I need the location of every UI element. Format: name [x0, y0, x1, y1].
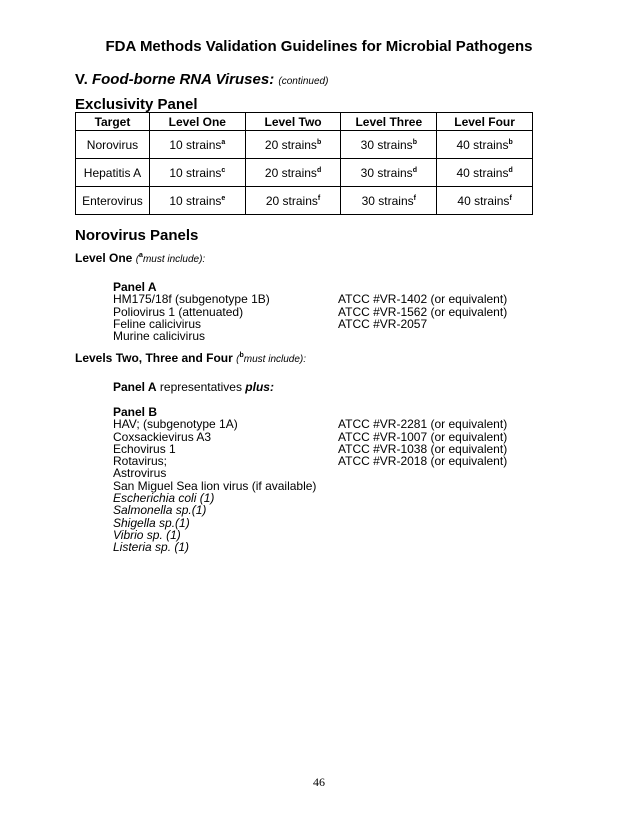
table-cell: [245, 187, 341, 215]
levels-two-three-four-heading: [75, 351, 306, 365]
table-cell: [437, 159, 533, 187]
level-one-heading: [75, 251, 205, 265]
table-cell: [341, 187, 437, 215]
table-cell: [149, 187, 245, 215]
list-item: Rotavirus; ATCC #VR-2018 (or equivalent): [113, 454, 508, 469]
table-cell-target: Hepatitis A: [76, 159, 150, 187]
footnote-marker: f: [413, 194, 416, 202]
cell-text: 30 strains: [360, 137, 413, 152]
cell-text: 10 strains: [169, 165, 222, 180]
table-cell: [341, 131, 437, 159]
cell-text: 20 strains: [265, 193, 318, 208]
column-header: Level Four: [437, 113, 533, 131]
panel-a-title: Panel A: [113, 280, 157, 294]
table-cell-target: Enterovirus: [76, 187, 150, 215]
page-number: 46: [313, 775, 325, 789]
levels-234-label: Levels Two, Three and Four: [75, 351, 233, 365]
levels-234-note: ($^b$must include):: [236, 352, 307, 365]
cell-text: 20 strains: [264, 165, 317, 180]
cell-text: 40 strains: [456, 165, 509, 180]
level-one-note: ($^a$must include):: [135, 252, 206, 265]
level-one-label: Level One: [75, 251, 133, 265]
footnote-marker: f: [317, 194, 321, 202]
column-header: Level Three: [341, 113, 437, 131]
panel-a-list: [113, 280, 508, 344]
list-item: Salmonella sp.(1): [113, 503, 207, 518]
list-item: Astrovirus: [113, 466, 167, 481]
list-item: Coxsackievirus A3 ATCC #VR-1007 (or equivalent): [113, 429, 508, 444]
list-item: Echovirus 1 ATCC #VR-1038 (or equivalent): [113, 441, 508, 456]
table-row: [76, 131, 533, 159]
table-cell: [341, 159, 437, 187]
cell-text: 40 strains: [456, 137, 509, 152]
cell-text: 40 strains: [457, 193, 510, 208]
list-item: Feline calicivirus ATCC #VR-2057: [113, 316, 428, 331]
list-item: San Miguel Sea lion virus (if available): [113, 478, 317, 493]
panel-b-list: [113, 405, 508, 555]
column-header: Level One: [149, 113, 245, 131]
footnote-marker: c: [221, 166, 226, 174]
norovirus-panels-title: Norovirus Panels: [75, 227, 199, 244]
footnote-marker: a: [221, 138, 226, 146]
table-cell: [437, 131, 533, 159]
panel-b-title: Panel B: [113, 405, 158, 419]
cell-text: 10 strains: [169, 137, 222, 152]
list-item: Poliovirus 1 (attenuated) ATCC #VR-1562 (or equivalent): [113, 304, 508, 319]
table-cell: [245, 131, 341, 159]
panel-a-representatives: Panel A representatives plus:: [113, 380, 274, 394]
list-item: Escherichia coli (1): [113, 491, 215, 506]
section-heading: [75, 71, 328, 88]
table-cell-target: Norovirus: [76, 131, 150, 159]
footnote-marker: f: [509, 194, 512, 202]
section-note: (continued): [278, 76, 329, 87]
table-cell: [149, 131, 245, 159]
list-item: HM175/18f (subgenotype 1B) ATCC #VR-1402 (or equivalent): [113, 292, 508, 307]
table-cell: [437, 187, 533, 215]
table-cell: [245, 159, 341, 187]
table-row: [76, 159, 533, 187]
footnote-marker: b: [508, 138, 513, 146]
footnote-marker: d: [412, 166, 417, 174]
footnote-marker: d: [508, 166, 513, 174]
footnote-marker: b: [316, 138, 322, 146]
page-title: FDA Methods Validation Guidelines for Microbial Pathogens: [105, 38, 533, 55]
footnote-marker: d: [316, 166, 322, 174]
exclusivity-panel-title: Exclusivity Panel: [75, 96, 198, 113]
cell-text: 20 strains: [264, 137, 317, 152]
section-title: Food-borne RNA Viruses:: [91, 71, 275, 88]
exclusivity-table: [75, 112, 533, 215]
table-row: [76, 187, 533, 215]
table-cell: [149, 159, 245, 187]
footnote-marker: b: [412, 138, 417, 146]
table-header-row: [76, 113, 533, 131]
list-item: Shigella sp.(1): [113, 515, 190, 530]
cell-text: 10 strains: [169, 193, 222, 208]
cell-text: 30 strains: [360, 165, 413, 180]
column-header: Level Two: [245, 113, 341, 131]
list-item: Murine calicivirus: [113, 329, 206, 344]
list-item: Listeria sp. (1): [113, 540, 190, 555]
column-header: Target: [76, 113, 150, 131]
section-number: V.: [75, 71, 88, 88]
footnote-marker: e: [221, 194, 226, 202]
list-item: Vibrio sp. (1): [113, 527, 181, 542]
cell-text: 30 strains: [361, 193, 414, 208]
list-item: HAV; (subgenotype 1A) ATCC #VR-2281 (or equivalent): [113, 417, 508, 432]
